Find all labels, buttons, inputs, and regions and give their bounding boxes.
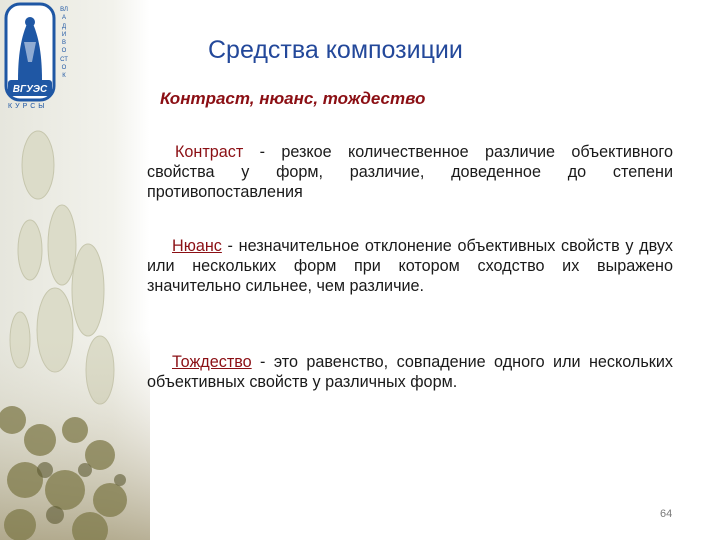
term-identity: Тождество [172, 353, 252, 371]
term-nuance: Нюанс [172, 237, 222, 255]
separator: - [251, 353, 274, 371]
definition-text: незначительное отклонение объективных свойств у двух или нескольких форм при котором сходство их выражено значительно сильнее, чем различие. [147, 237, 674, 295]
definition-nuance [147, 236, 673, 296]
page-number: 64 [660, 508, 673, 520]
separator: - [221, 237, 239, 255]
logo-emblem-icon [2, 2, 58, 102]
university-logo [2, 2, 74, 120]
logo-abbrev: ВГУЭС [12, 84, 48, 95]
definition-text: это равенство, совпадение одного или нескольких объективных свойств у различных форм. [147, 353, 673, 391]
definition-identity [147, 352, 673, 392]
slide-subtitle: Контраст, нюанс, тождество [160, 89, 426, 108]
slide-title: Средства композиции [208, 36, 463, 64]
definition-contrast [147, 142, 673, 202]
term-contrast: Контраст [175, 143, 244, 161]
definition-text: резкое количественное различие объективного свойства у форм, различие, доведенное до степени противопоставления [147, 143, 673, 201]
separator: - [243, 143, 282, 161]
logo-bottom-text: КУРСЫ [8, 103, 48, 110]
logo-side-text: ВЛАДИВОСТОК [60, 7, 68, 80]
